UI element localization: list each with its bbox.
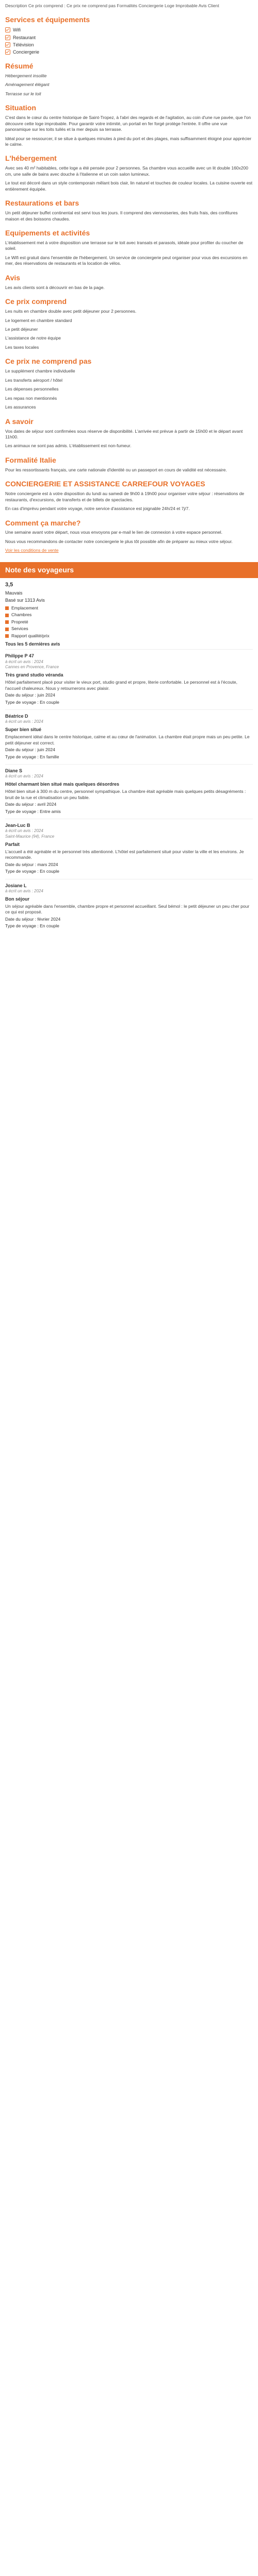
review-date: Date du séjour : avril 2024 xyxy=(5,802,57,807)
a-savoir-title: A savoir xyxy=(5,417,34,426)
review-title: Hôtel charmant bien situé mais quelques désordres xyxy=(5,782,120,787)
prix-comprend-section xyxy=(5,297,253,350)
hebergement-title: L'hébergement xyxy=(5,154,57,163)
resume-title: Résumé xyxy=(5,61,34,70)
review-category: Propreté xyxy=(5,619,253,625)
square-icon xyxy=(5,620,9,624)
prix-ne-comprend-section xyxy=(5,357,253,410)
review-category: Emplacement xyxy=(5,605,253,611)
review-body: Un séjour agréable dans l'ensemble, chambre propre et personnel accueillant. Seul bémol : le petit déjeuner un peu cher pour ce qui est proposé. xyxy=(5,903,250,915)
review-score: 3,5 xyxy=(5,581,13,588)
prix-ne-comprend-item: Les transferts aéroport / hôtel xyxy=(5,377,63,383)
conditions-link[interactable]: Voir les conditions de vente xyxy=(5,548,59,553)
restauration-title: Restaurations et bars xyxy=(5,199,79,208)
review-type: Type de voyage : En couple xyxy=(5,699,59,705)
prix-comprend-item: Les taxes locales xyxy=(5,344,39,350)
prix-comprend-text: Les nuits en chambre double avec petit déjeuner pour 2 personnes. xyxy=(5,309,137,314)
review-author: Jean-Luc B xyxy=(5,823,30,828)
reviews-summary xyxy=(5,581,253,648)
page xyxy=(0,0,258,944)
review-filter[interactable]: Tous les 5 dernières avis xyxy=(5,641,60,647)
review-meta: à écrit un avis : 2024 xyxy=(5,774,43,779)
comment-title: Comment ça marche? xyxy=(5,518,81,527)
review-category: Rapport qualité/prix xyxy=(5,633,253,639)
review-meta: à écrit un avis : 2024 xyxy=(5,719,43,724)
restauration-section xyxy=(5,198,253,222)
hebergement-text: Le tout est décoré dans un style contemporain mêlant bois clair, lin naturel et touches de couleur locales. La cuisine ouverte est entièrement équipée. xyxy=(5,180,253,192)
review-body: Hôtel parfaitement placé pour visiter le vieux port, studio grand et propre, literie confortable. Le personnel est à l'écoute, l'accueil chaleureux. Nous y retournerons avec plaisir. xyxy=(5,680,238,691)
square-icon xyxy=(5,614,9,617)
review-author: Josiane L xyxy=(5,883,27,888)
review-item xyxy=(5,649,253,709)
review-body: Hôtel bien situé à 300 m du centre, personnel sympathique. La chambre était agréable mais quelques petits désagréments : bruit de la rue et climatisation un peu faible. xyxy=(5,789,246,800)
situation-section xyxy=(5,103,253,147)
review-categories xyxy=(5,605,253,639)
review-type: Type de voyage : En famille xyxy=(5,754,59,759)
review-meta: à écrit un avis : 2024 xyxy=(5,659,43,664)
equipements-section xyxy=(5,228,253,267)
conciergerie-text: En cas d'imprévu pendant votre voyage, notre service d'assistance est joignable 24h/24 et 7j/7. xyxy=(5,506,190,512)
review-date: Date du séjour : juin 2024 xyxy=(5,747,55,753)
prix-ne-comprend-title: Ce prix ne comprend pas xyxy=(5,357,92,366)
review-author: Philippe P 47 xyxy=(5,653,34,659)
check-icon xyxy=(5,35,10,40)
formalites-title: Formalité Italie xyxy=(5,455,56,464)
square-icon xyxy=(5,606,9,610)
prix-ne-comprend-item: Les dépenses personnelles xyxy=(5,386,59,392)
review-date: Date du séjour : juin 2024 xyxy=(5,692,55,698)
review-meta: à écrit un avis : 2024 xyxy=(5,828,43,834)
avis-text: Les avis clients sont à découvrir en bas de la page. xyxy=(5,284,105,290)
review-title: Super bien situé xyxy=(5,727,42,733)
situation-text: C'est dans le cœur du centre historique de Saint-Tropez, à l'abri des regards et de l'agitation, au coin d'une rue pavée, que l'on découvre cette loge improbable. Pour garantir votre intimité, un portail en fer forgé protège l'entrée. Il offre une vue panoramique sur les toits tuilés et la mer depuis sa terrasse. xyxy=(5,115,251,132)
resume-line: Terrasse sur le toit xyxy=(5,91,41,96)
a-savoir-section xyxy=(5,417,253,449)
services-list xyxy=(5,27,253,55)
formalites-text: Pour les ressortissants français, une carte nationale d'identité ou un passeport en cours de validité est nécessaire. xyxy=(5,467,227,472)
situation-text: Idéal pour se ressourcer, il se situe à quelques minutes à pied du port et des plages, mais suffisamment éloigné pour apprécier le calme. xyxy=(5,135,252,147)
review-title: Parfait xyxy=(5,841,20,847)
review-count: Basé sur 1313 Avis xyxy=(5,597,45,603)
service-item: Télévision xyxy=(5,42,253,48)
comment-section xyxy=(5,518,253,554)
services-title: Services et équipements xyxy=(5,15,90,24)
review-type: Type de voyage : En couple xyxy=(5,869,59,874)
equipements-text: L'établissement met à votre disposition une terrasse sur le toit avec transats et parasols, idéale pour profiter du coucher de soleil. xyxy=(5,240,244,251)
situation-title: Situation xyxy=(5,104,36,112)
conciergerie-text: Notre conciergerie est à votre disposition du lundi au samedi de 9h00 à 19h00 pour organiser votre séjour : réservations de restaurants, d'excursions, de transferts et de billets de spectacles. xyxy=(5,491,245,502)
review-category: Chambres xyxy=(5,612,253,618)
check-icon xyxy=(5,42,10,47)
prix-ne-comprend-item: Le supplément chambre individuelle xyxy=(5,368,75,374)
services-section xyxy=(5,15,253,55)
review-place: Saint-Maurice (94), France xyxy=(5,834,55,839)
service-item: Wifi xyxy=(5,27,253,33)
review-type: Type de voyage : Entre amis xyxy=(5,808,61,814)
intro-nav: Description Ce prix comprend : Ce prix ne comprend pas Formalités Conciergerie Loge Improbable Avis Client xyxy=(5,3,219,8)
service-item: Restaurant xyxy=(5,35,253,41)
prix-ne-comprend-item: Les assurances xyxy=(5,404,36,410)
square-icon xyxy=(5,634,9,638)
prix-comprend-item: Le logement en chambre standard xyxy=(5,317,72,323)
equipements-title: Equipements et activités xyxy=(5,229,90,238)
conciergerie-section xyxy=(5,479,253,512)
check-icon xyxy=(5,49,10,55)
prix-comprend-item: L'assistance de notre équipe xyxy=(5,335,61,341)
check-icon xyxy=(5,27,10,32)
prix-ne-comprend-item: Les repas non mentionnés xyxy=(5,395,57,401)
review-meta: à écrit un avis : 2024 xyxy=(5,888,43,893)
prix-comprend-item: Le petit déjeuner xyxy=(5,327,38,332)
review-title: Bon séjour xyxy=(5,896,30,902)
resume-line: Aménagement élégant xyxy=(5,82,50,88)
restauration-text: Un petit déjeuner buffet continental est servi tous les jours. Il comprend des viennoiseries, des fruits frais, des confitures maison et des boissons chaudes. xyxy=(5,210,238,222)
square-icon xyxy=(5,628,9,631)
review-body: L'accueil a été agréable et le personnel très attentionné. L'hôtel est parfaitement situé pour visiter la ville et les environs. Je recommande. xyxy=(5,849,244,860)
review-item xyxy=(5,879,253,934)
review-item xyxy=(5,709,253,764)
review-item xyxy=(5,764,253,819)
prix-comprend-title: Ce prix comprend xyxy=(5,297,67,306)
review-item xyxy=(5,819,253,879)
review-score-label: Mauvais xyxy=(5,590,23,596)
review-category: Services xyxy=(5,626,253,632)
formalites-section xyxy=(5,455,253,473)
resume-section xyxy=(5,61,253,97)
avis-section xyxy=(5,273,253,291)
a-savoir-text: Vos dates de séjour sont confirmées sous réserve de disponibilité. L'arrivée est prévue à partir de 15h00 et le départ avant 11h00. xyxy=(5,428,243,439)
hebergement-text: Avec ses 40 m² habitables, cette loge a été pensée pour 2 personnes. Sa chambre vous accueille avec un lit double 160x200 cm, une salle de bains avec douche à l'italienne et un coin salon lumineux. xyxy=(5,165,248,177)
review-body: Emplacement idéal dans le centre historique, calme et au cœur de l'animation. La chambre était propre mais un peu petite. Le petit déjeuner est correct. xyxy=(5,734,250,745)
equipements-text: Le Wifi est gratuit dans l'ensemble de l'hébergement. Un service de conciergerie peut organiser pour vous des excursions en mer, des réservations de restaurants et la location de vélos. xyxy=(5,255,248,266)
comment-text: Une semaine avant votre départ, nous vous envoyons par e-mail le lien de connexion à votre espace personnel. xyxy=(5,530,223,535)
avis-title: Avis xyxy=(5,273,21,282)
a-savoir-text: Les animaux ne sont pas admis. L'établissement est non-fumeur. xyxy=(5,443,132,449)
service-item: Conciergerie xyxy=(5,49,253,55)
review-date: Date du séjour : février 2024 xyxy=(5,916,61,922)
review-place: Cannes en Provence, France xyxy=(5,665,59,670)
review-date: Date du séjour : mars 2024 xyxy=(5,861,58,867)
comment-text: Nous vous recommandons de contacter notre conciergerie le plus tôt possible afin de préparer au mieux votre séjour. xyxy=(5,538,233,544)
resume-line: Hébergement insolite xyxy=(5,73,47,78)
review-author: Diane S xyxy=(5,768,23,774)
review-title: Très grand studio véranda xyxy=(5,672,63,678)
reviews-header: Note des voyageurs xyxy=(0,562,258,578)
hebergement-section xyxy=(5,154,253,192)
conciergerie-title: CONCIERGERIE ET ASSISTANCE CARREFOUR VOYAGES xyxy=(5,480,205,488)
review-type: Type de voyage : En couple xyxy=(5,923,59,929)
review-author: Béatrice D xyxy=(5,714,28,719)
